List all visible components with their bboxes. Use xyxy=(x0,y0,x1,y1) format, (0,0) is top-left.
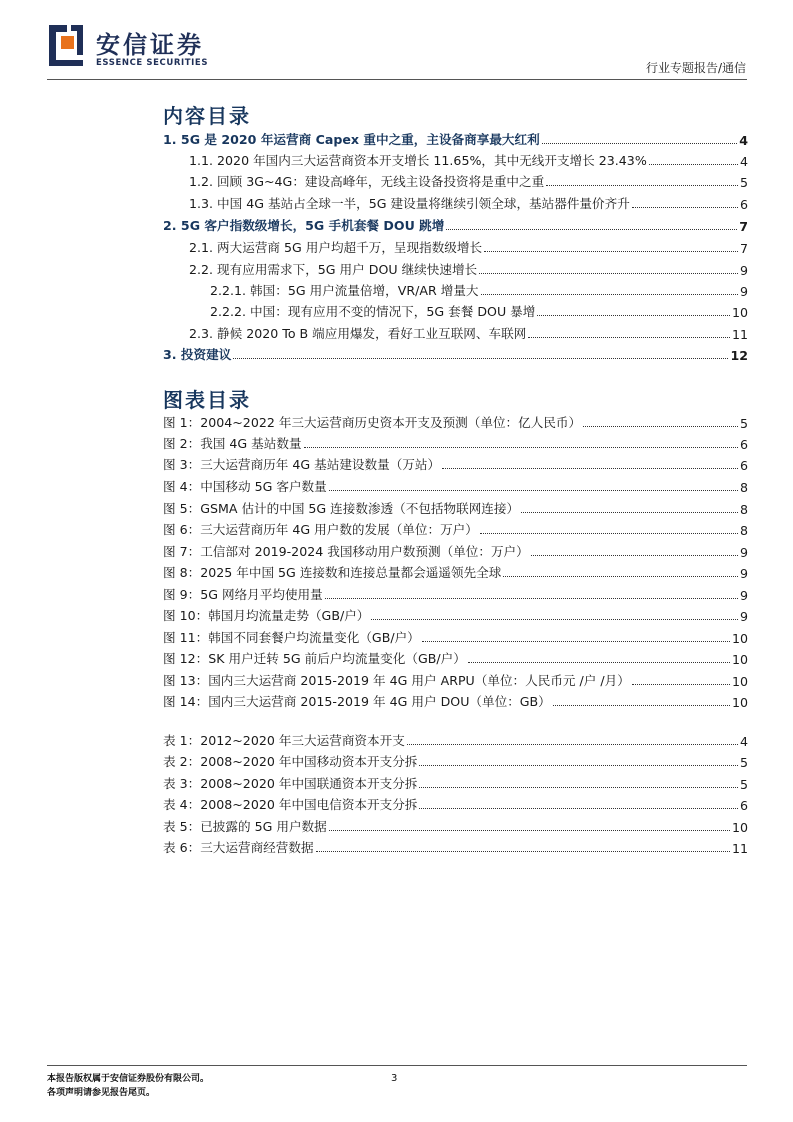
figure-entry[interactable] xyxy=(163,690,748,710)
toc-entry-page: 4 xyxy=(739,133,748,148)
table-entry-text: 表 6：三大运营商经营数据 xyxy=(163,840,314,855)
table-entry-text: 表 5：已披露的 5G 用户数据 xyxy=(163,819,327,834)
dot-leader xyxy=(325,598,738,599)
table-entry[interactable] xyxy=(163,729,748,749)
page-header xyxy=(0,0,793,80)
page-number: 3 xyxy=(391,1073,398,1084)
header-divider xyxy=(47,79,747,80)
footer-divider xyxy=(47,1065,747,1066)
toc-entry-page: 5 xyxy=(739,175,748,190)
dot-leader xyxy=(528,337,730,338)
figure-entry[interactable] xyxy=(163,647,748,667)
figure-entry[interactable] xyxy=(163,669,748,689)
table-entry[interactable] xyxy=(163,793,748,813)
dot-leader xyxy=(480,533,738,534)
figure-entry-text: 图 14：国内三大运营商 2015-2019 年 4G 用户 DOU（单位：GB） xyxy=(163,694,551,709)
toc-entry[interactable] xyxy=(163,170,748,190)
toc-entry[interactable] xyxy=(163,322,748,342)
dot-leader xyxy=(632,684,730,685)
figure-entry-page: 10 xyxy=(731,695,748,710)
dot-leader xyxy=(649,164,738,165)
toc-entry-text: 1.3. 中国 4G 基站占全球一半，5G 建设量将继续引领全球，基站器件量价齐升 xyxy=(189,196,630,211)
figure-entry[interactable] xyxy=(163,626,748,646)
toc-entry[interactable] xyxy=(163,192,748,212)
figure-entry[interactable] xyxy=(163,453,748,473)
figure-entry-text: 图 5：GSMA 估计的中国 5G 连接数渗透（不包括物联网连接） xyxy=(163,501,520,516)
toc-entry[interactable] xyxy=(163,343,748,363)
copyright-notice: 本报告版权属于安信证券股份有限公司。 xyxy=(47,1074,210,1084)
toc-entry-page: 9 xyxy=(739,263,748,278)
figure-entry-text: 图 4：中国移动 5G 客户数量 xyxy=(163,479,327,494)
dot-leader xyxy=(233,358,728,359)
figure-entry[interactable] xyxy=(163,432,748,452)
table-entry[interactable] xyxy=(163,815,748,835)
table-entry[interactable] xyxy=(163,836,748,856)
figure-entry-text: 图 3：三大运营商历年 4G 基站建设数量（万站） xyxy=(163,457,441,472)
dot-leader xyxy=(419,808,738,809)
figure-entry-page: 9 xyxy=(739,609,748,624)
table-entry[interactable] xyxy=(163,772,748,792)
toc-entry-page: 7 xyxy=(739,219,748,234)
disclaimer-notice: 各项声明请参见报告尾页。 xyxy=(47,1088,156,1098)
figure-entry-page: 9 xyxy=(739,545,748,560)
dot-leader xyxy=(632,207,738,208)
figure-entry-text: 图 6：三大运营商历年 4G 用户数的发展（单位：万户） xyxy=(163,522,478,537)
table-entry[interactable] xyxy=(163,750,748,770)
figure-entry-page: 5 xyxy=(739,416,748,431)
toc-entry-text: 1.2. 回顾 3G~4G：建设高峰年，无线主设备投资将是重中之重 xyxy=(189,174,545,189)
table-entry-page: 10 xyxy=(731,820,748,835)
table-entry-text: 表 2：2008~2020 年中国移动资本开支分拆 xyxy=(163,754,418,769)
toc-entry[interactable] xyxy=(163,279,748,299)
dot-leader xyxy=(503,576,738,577)
figure-entry-text: 图 10：韩国月均流量走势（GB/户） xyxy=(163,608,370,623)
dot-leader xyxy=(553,705,730,706)
figure-entry[interactable] xyxy=(163,475,748,495)
toc-entry-text: 3. 投资建议 xyxy=(163,347,232,362)
table-entry-text: 表 1：2012~2020 年三大运营商资本开支 xyxy=(163,733,405,748)
document-type: 行业专题报告/通信 xyxy=(645,61,746,75)
figure-entry-text: 图 7：工信部对 2019-2024 我国移动用户数预测（单位：万户） xyxy=(163,544,529,559)
contents-title: 内容目录 xyxy=(163,104,251,128)
figure-entry[interactable] xyxy=(163,604,748,624)
toc-entry-text: 1.1. 2020 年国内三大运营商资本开支增长 11.65%，其中无线开支增长 23.43% xyxy=(189,153,647,168)
toc-entry-page: 12 xyxy=(730,348,748,363)
dot-leader xyxy=(316,851,730,852)
figure-entry-page: 10 xyxy=(731,631,748,646)
figure-entry-text: 图 1：2004~2022 年三大运营商历史资本开支及预测（单位：亿人民币） xyxy=(163,415,582,430)
table-entry-text: 表 3：2008~2020 年中国联通资本开支分拆 xyxy=(163,776,418,791)
figure-entry-page: 10 xyxy=(731,674,748,689)
toc-entry-text: 2.3. 静候 2020 To B 端应用爆发，看好工业互联网、车联网 xyxy=(189,326,527,341)
figure-entry-page: 10 xyxy=(731,652,748,667)
dot-leader xyxy=(479,273,738,274)
dot-leader xyxy=(419,765,738,766)
figures-title: 图表目录 xyxy=(163,388,251,412)
toc-entry-page: 6 xyxy=(739,197,748,212)
toc-entry[interactable] xyxy=(163,149,748,169)
brand-name-en: ESSENCE SECURITIES xyxy=(96,58,209,68)
brand-name-cn: 安信证券 xyxy=(96,31,204,59)
toc-entry[interactable] xyxy=(163,128,748,148)
toc-entry-text: 2.1. 两大运营商 5G 用户均超千万，呈现指数级增长 xyxy=(189,240,483,255)
toc-entry-page: 10 xyxy=(731,305,748,320)
figure-entry-page: 9 xyxy=(739,588,748,603)
toc-entry[interactable] xyxy=(163,300,748,320)
toc-entry-page: 11 xyxy=(731,327,748,342)
table-entry-page: 6 xyxy=(739,798,748,813)
toc-entry-text: 2.2. 现有应用需求下，5G 用户 DOU 继续快速增长 xyxy=(189,262,478,277)
table-entry-page: 4 xyxy=(739,734,748,749)
figure-entry-text: 图 11：韩国不同套餐户均流量变化（GB/户） xyxy=(163,630,420,645)
essence-logo-icon xyxy=(47,22,85,67)
dot-leader xyxy=(531,555,738,556)
dot-leader xyxy=(583,426,738,427)
dot-leader xyxy=(442,468,738,469)
figure-entry-page: 6 xyxy=(739,458,748,473)
toc-entry[interactable] xyxy=(163,214,748,234)
toc-entry-text: 2.2.1. 韩国：5G 用户流量倍增，VR/AR 增量大 xyxy=(210,283,479,298)
figure-entry-page: 9 xyxy=(739,566,748,581)
toc-entry-page: 7 xyxy=(739,241,748,256)
dot-leader xyxy=(419,787,738,788)
figure-entry-page: 8 xyxy=(739,480,748,495)
toc-entry-text: 2. 5G 客户指数级增长，5G 手机套餐 DOU 跳增 xyxy=(163,218,445,233)
toc-entry-text: 1. 5G 是 2020 年运营商 Capex 重中之重，主设备商享最大红利 xyxy=(163,132,540,147)
dot-leader xyxy=(468,662,730,663)
toc-entry-page: 9 xyxy=(739,284,748,299)
dot-leader xyxy=(407,744,738,745)
dot-leader xyxy=(329,830,730,831)
toc-entry-page: 4 xyxy=(739,154,748,169)
figure-entry-text: 图 12：SK 用户迁转 5G 前后户均流量变化（GB/户） xyxy=(163,651,466,666)
dot-leader xyxy=(542,143,738,144)
figure-entry[interactable] xyxy=(163,497,748,517)
dot-leader xyxy=(446,229,737,230)
table-entry-page: 5 xyxy=(739,777,748,792)
toc-entry-text: 2.2.2. 中国：现有应用不变的情况下，5G 套餐 DOU 暴增 xyxy=(210,304,536,319)
figure-entry[interactable] xyxy=(163,540,748,560)
dot-leader xyxy=(537,315,730,316)
table-entry-page: 11 xyxy=(731,841,748,856)
figure-entry[interactable] xyxy=(163,561,748,581)
toc-entry[interactable] xyxy=(163,236,748,256)
dot-leader xyxy=(481,294,738,295)
dot-leader xyxy=(304,447,738,448)
figure-entry-page: 8 xyxy=(739,523,748,538)
dot-leader xyxy=(521,512,738,513)
toc-entry[interactable] xyxy=(163,258,748,278)
figure-entry[interactable] xyxy=(163,518,748,538)
dot-leader xyxy=(546,185,738,186)
figure-entry-page: 8 xyxy=(739,502,748,517)
figure-entry[interactable] xyxy=(163,411,748,431)
table-entry-page: 5 xyxy=(739,755,748,770)
table-entry-text: 表 4：2008~2020 年中国电信资本开支分拆 xyxy=(163,797,418,812)
figure-entry-text: 图 13：国内三大运营商 2015-2019 年 4G 用户 ARPU（单位：人民币元 /户 /月） xyxy=(163,673,630,688)
figure-entry-text: 图 9：5G 网络月平均使用量 xyxy=(163,587,323,602)
dot-leader xyxy=(422,641,730,642)
dot-leader xyxy=(371,619,738,620)
figure-entry[interactable] xyxy=(163,583,748,603)
dot-leader xyxy=(329,490,738,491)
figure-entry-page: 6 xyxy=(739,437,748,452)
dot-leader xyxy=(484,251,738,252)
figure-entry-text: 图 8：2025 年中国 5G 连接数和连接总量都会遥遥领先全球 xyxy=(163,565,502,580)
figure-entry-text: 图 2：我国 4G 基站数量 xyxy=(163,436,302,451)
